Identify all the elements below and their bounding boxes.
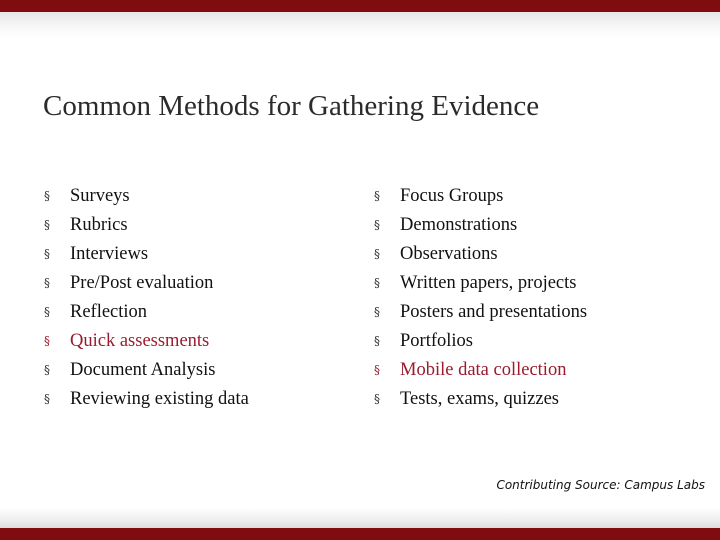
list-item [374, 356, 587, 385]
list-item [44, 240, 249, 269]
list-item [374, 211, 587, 240]
list-item-text: Reflection [70, 302, 148, 322]
list-item-text: Focus Groups [400, 186, 504, 206]
list-item [44, 269, 249, 298]
list-item-text: Surveys [70, 186, 130, 206]
bullet-icon: § [44, 218, 50, 232]
bullet-icon: § [374, 247, 380, 261]
bullet-icon: § [44, 247, 50, 261]
list-item [374, 182, 587, 211]
bullet-icon: § [44, 334, 50, 348]
bullet-icon: § [374, 218, 380, 232]
bullet-icon: § [44, 392, 50, 406]
list-item [44, 385, 249, 414]
bullet-icon: § [374, 189, 380, 203]
list-item-text: Written papers, projects [400, 273, 577, 293]
bullet-icon: § [44, 363, 50, 377]
bullet-icon: § [374, 392, 380, 406]
list-item [374, 269, 587, 298]
list-item-text: Posters and presentations [400, 302, 588, 322]
top-accent-bar [0, 0, 720, 12]
bullet-icon: § [374, 363, 380, 377]
list-item [374, 327, 587, 356]
list-item-text: Portfolios [400, 331, 473, 351]
list-item-text: Reviewing existing data [70, 389, 249, 409]
list-item-text: Demonstrations [400, 215, 518, 235]
list-item-text: Observations [400, 244, 498, 264]
slide-title: Common Methods for Gathering Evidence [43, 90, 540, 122]
list-item-text: Interviews [70, 244, 149, 264]
list-item [44, 327, 249, 356]
list-item-text: Mobile data collection [400, 360, 567, 380]
bullet-icon: § [44, 305, 50, 319]
bottom-shadow-band [0, 508, 720, 528]
list-item [374, 298, 587, 327]
list-item [374, 385, 587, 414]
list-item [374, 240, 587, 269]
right-bullet-list [374, 182, 587, 414]
bullet-icon: § [374, 334, 380, 348]
list-item [44, 356, 249, 385]
list-item-text: Pre/Post evaluation [70, 273, 214, 293]
bullet-icon: § [374, 276, 380, 290]
bullet-icon: § [44, 189, 50, 203]
list-item-text: Quick assessments [70, 331, 210, 351]
source-credit: Contributing Source: Campus Labs [496, 478, 705, 492]
list-item [44, 182, 249, 211]
list-item [44, 211, 249, 240]
list-item [44, 298, 249, 327]
bottom-accent-bar [0, 528, 720, 540]
left-bullet-list [44, 182, 249, 414]
list-item-text: Tests, exams, quizzes [400, 389, 559, 409]
top-shadow-band [0, 12, 720, 38]
bullet-icon: § [44, 276, 50, 290]
bullet-icon: § [374, 305, 380, 319]
list-item-text: Document Analysis [70, 360, 216, 380]
list-item-text: Rubrics [70, 215, 128, 235]
